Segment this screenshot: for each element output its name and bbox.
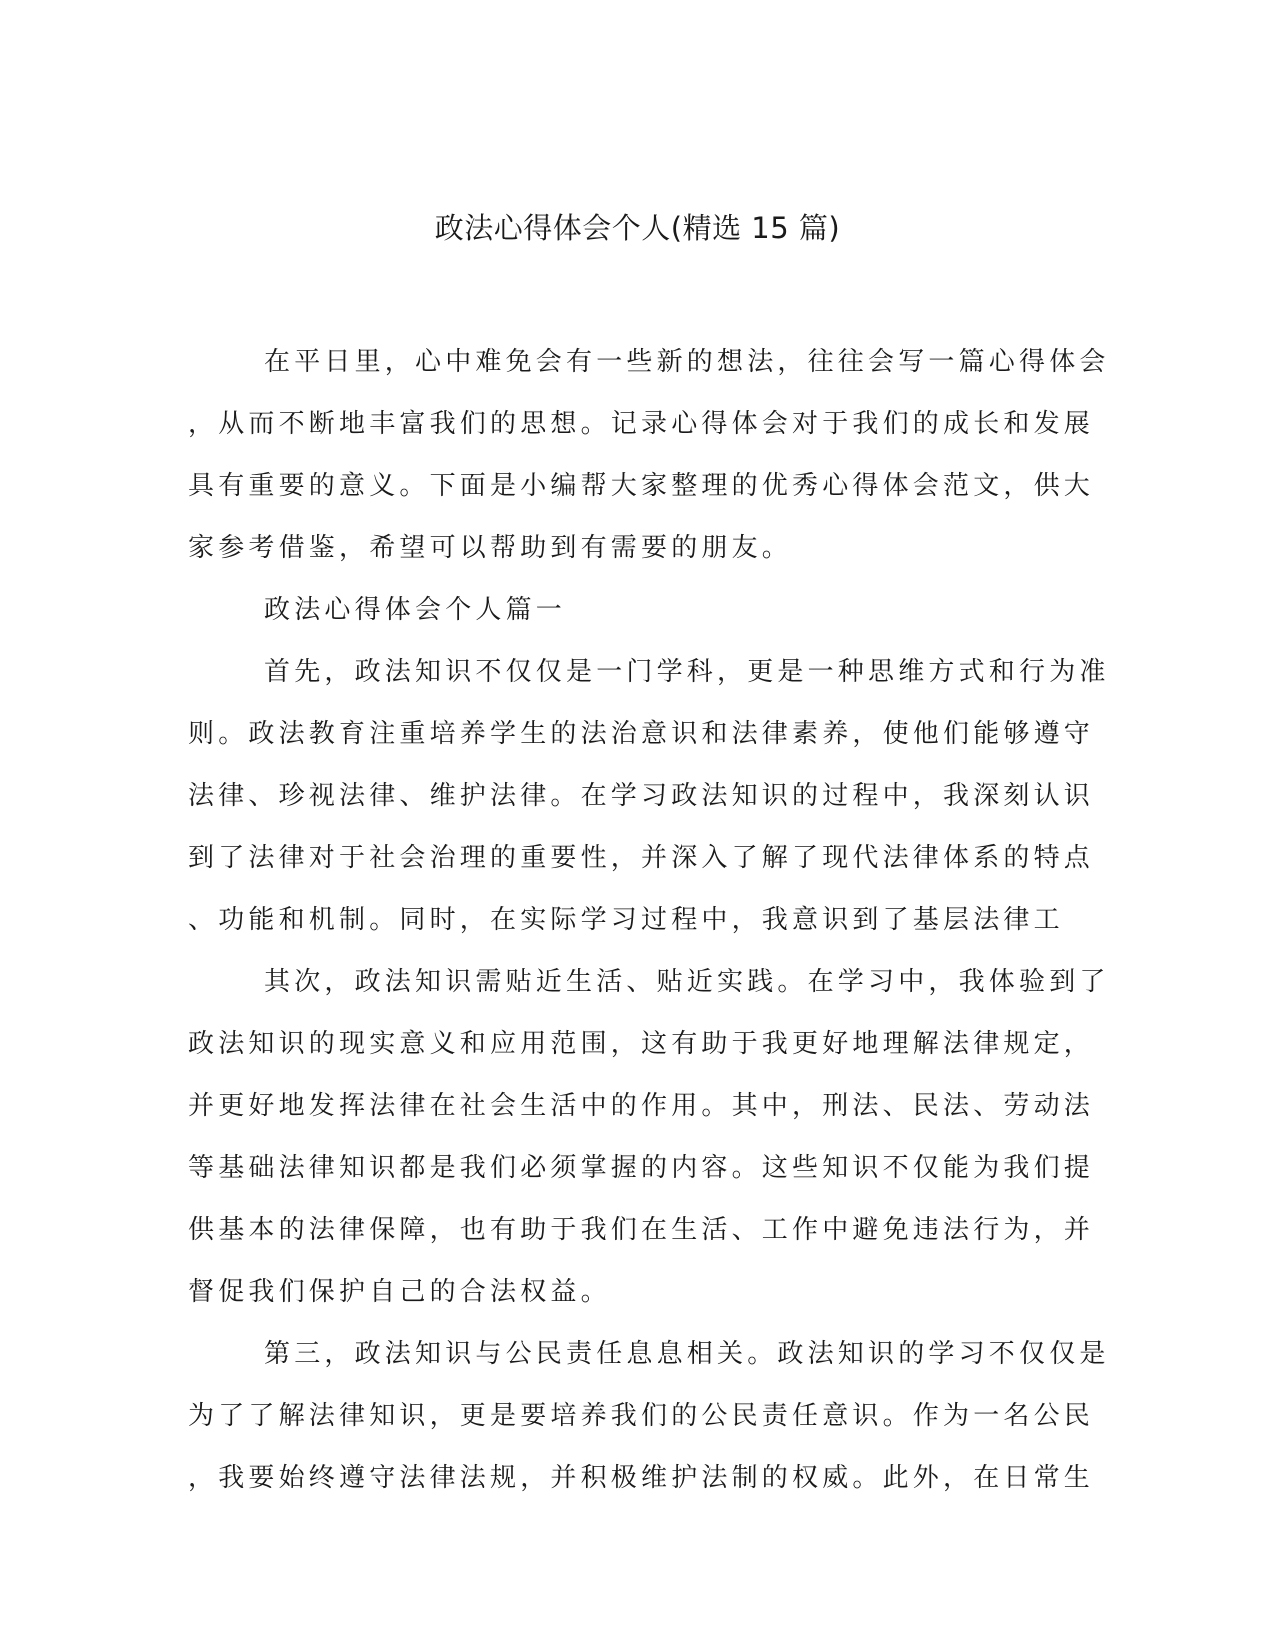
text-line: 则。政法教育注重培养学生的法治意识和法律素养，使他们能够遵守	[188, 719, 1095, 749]
text-line: 具有重要的意义。下面是小编帮大家整理的优秀心得体会范文，供大	[188, 471, 1095, 501]
text-line: 其次，政法知识需贴近生活、贴近实践。在学习中，我体验到了	[264, 967, 1110, 997]
text-line: 为了了解法律知识，更是要培养我们的公民责任意识。作为一名公民	[188, 1401, 1095, 1431]
text-line: 供基本的法律保障，也有助于我们在生活、工作中避免违法行为，并	[188, 1215, 1095, 1245]
text-line: 在平日里，心中难免会有一些新的想法，往往会写一篇心得体会	[264, 347, 1110, 377]
text-line: 、功能和机制。同时，在实际学习过程中，我意识到了基层法律工	[188, 905, 1064, 935]
text-line: 督促我们保护自己的合法权益。	[188, 1277, 611, 1307]
text-line: ，我要始终遵守法律法规，并积极维护法制的权威。此外，在日常生	[188, 1463, 1095, 1493]
text-line: 政法心得体会个人篇一	[264, 595, 567, 625]
text-line: 到了法律对于社会治理的重要性，并深入了解了现代法律体系的特点	[188, 843, 1095, 873]
text-line: 第三，政法知识与公民责任息息相关。政法知识的学习不仅仅是	[264, 1339, 1110, 1369]
text-line: ，从而不断地丰富我们的思想。记录心得体会对于我们的成长和发展	[188, 409, 1095, 439]
document-body	[188, 331, 1110, 1509]
text-line: 并更好地发挥法律在社会生活中的作用。其中，刑法、民法、劳动法	[188, 1091, 1095, 1121]
document-title: 政法心得体会个人(精选 15 篇)	[434, 211, 841, 245]
text-line: 政法知识的现实意义和应用范围，这有助于我更好地理解法律规定，	[188, 1029, 1095, 1059]
text-line: 法律、珍视法律、维护法律。在学习政法知识的过程中，我深刻认识	[188, 781, 1095, 811]
text-line: 家参考借鉴，希望可以帮助到有需要的朋友。	[188, 533, 793, 563]
text-line: 等基础法律知识都是我们必须掌握的内容。这些知识不仅能为我们提	[188, 1153, 1095, 1183]
text-line: 首先，政法知识不仅仅是一门学科，更是一种思维方式和行为准	[264, 657, 1110, 687]
